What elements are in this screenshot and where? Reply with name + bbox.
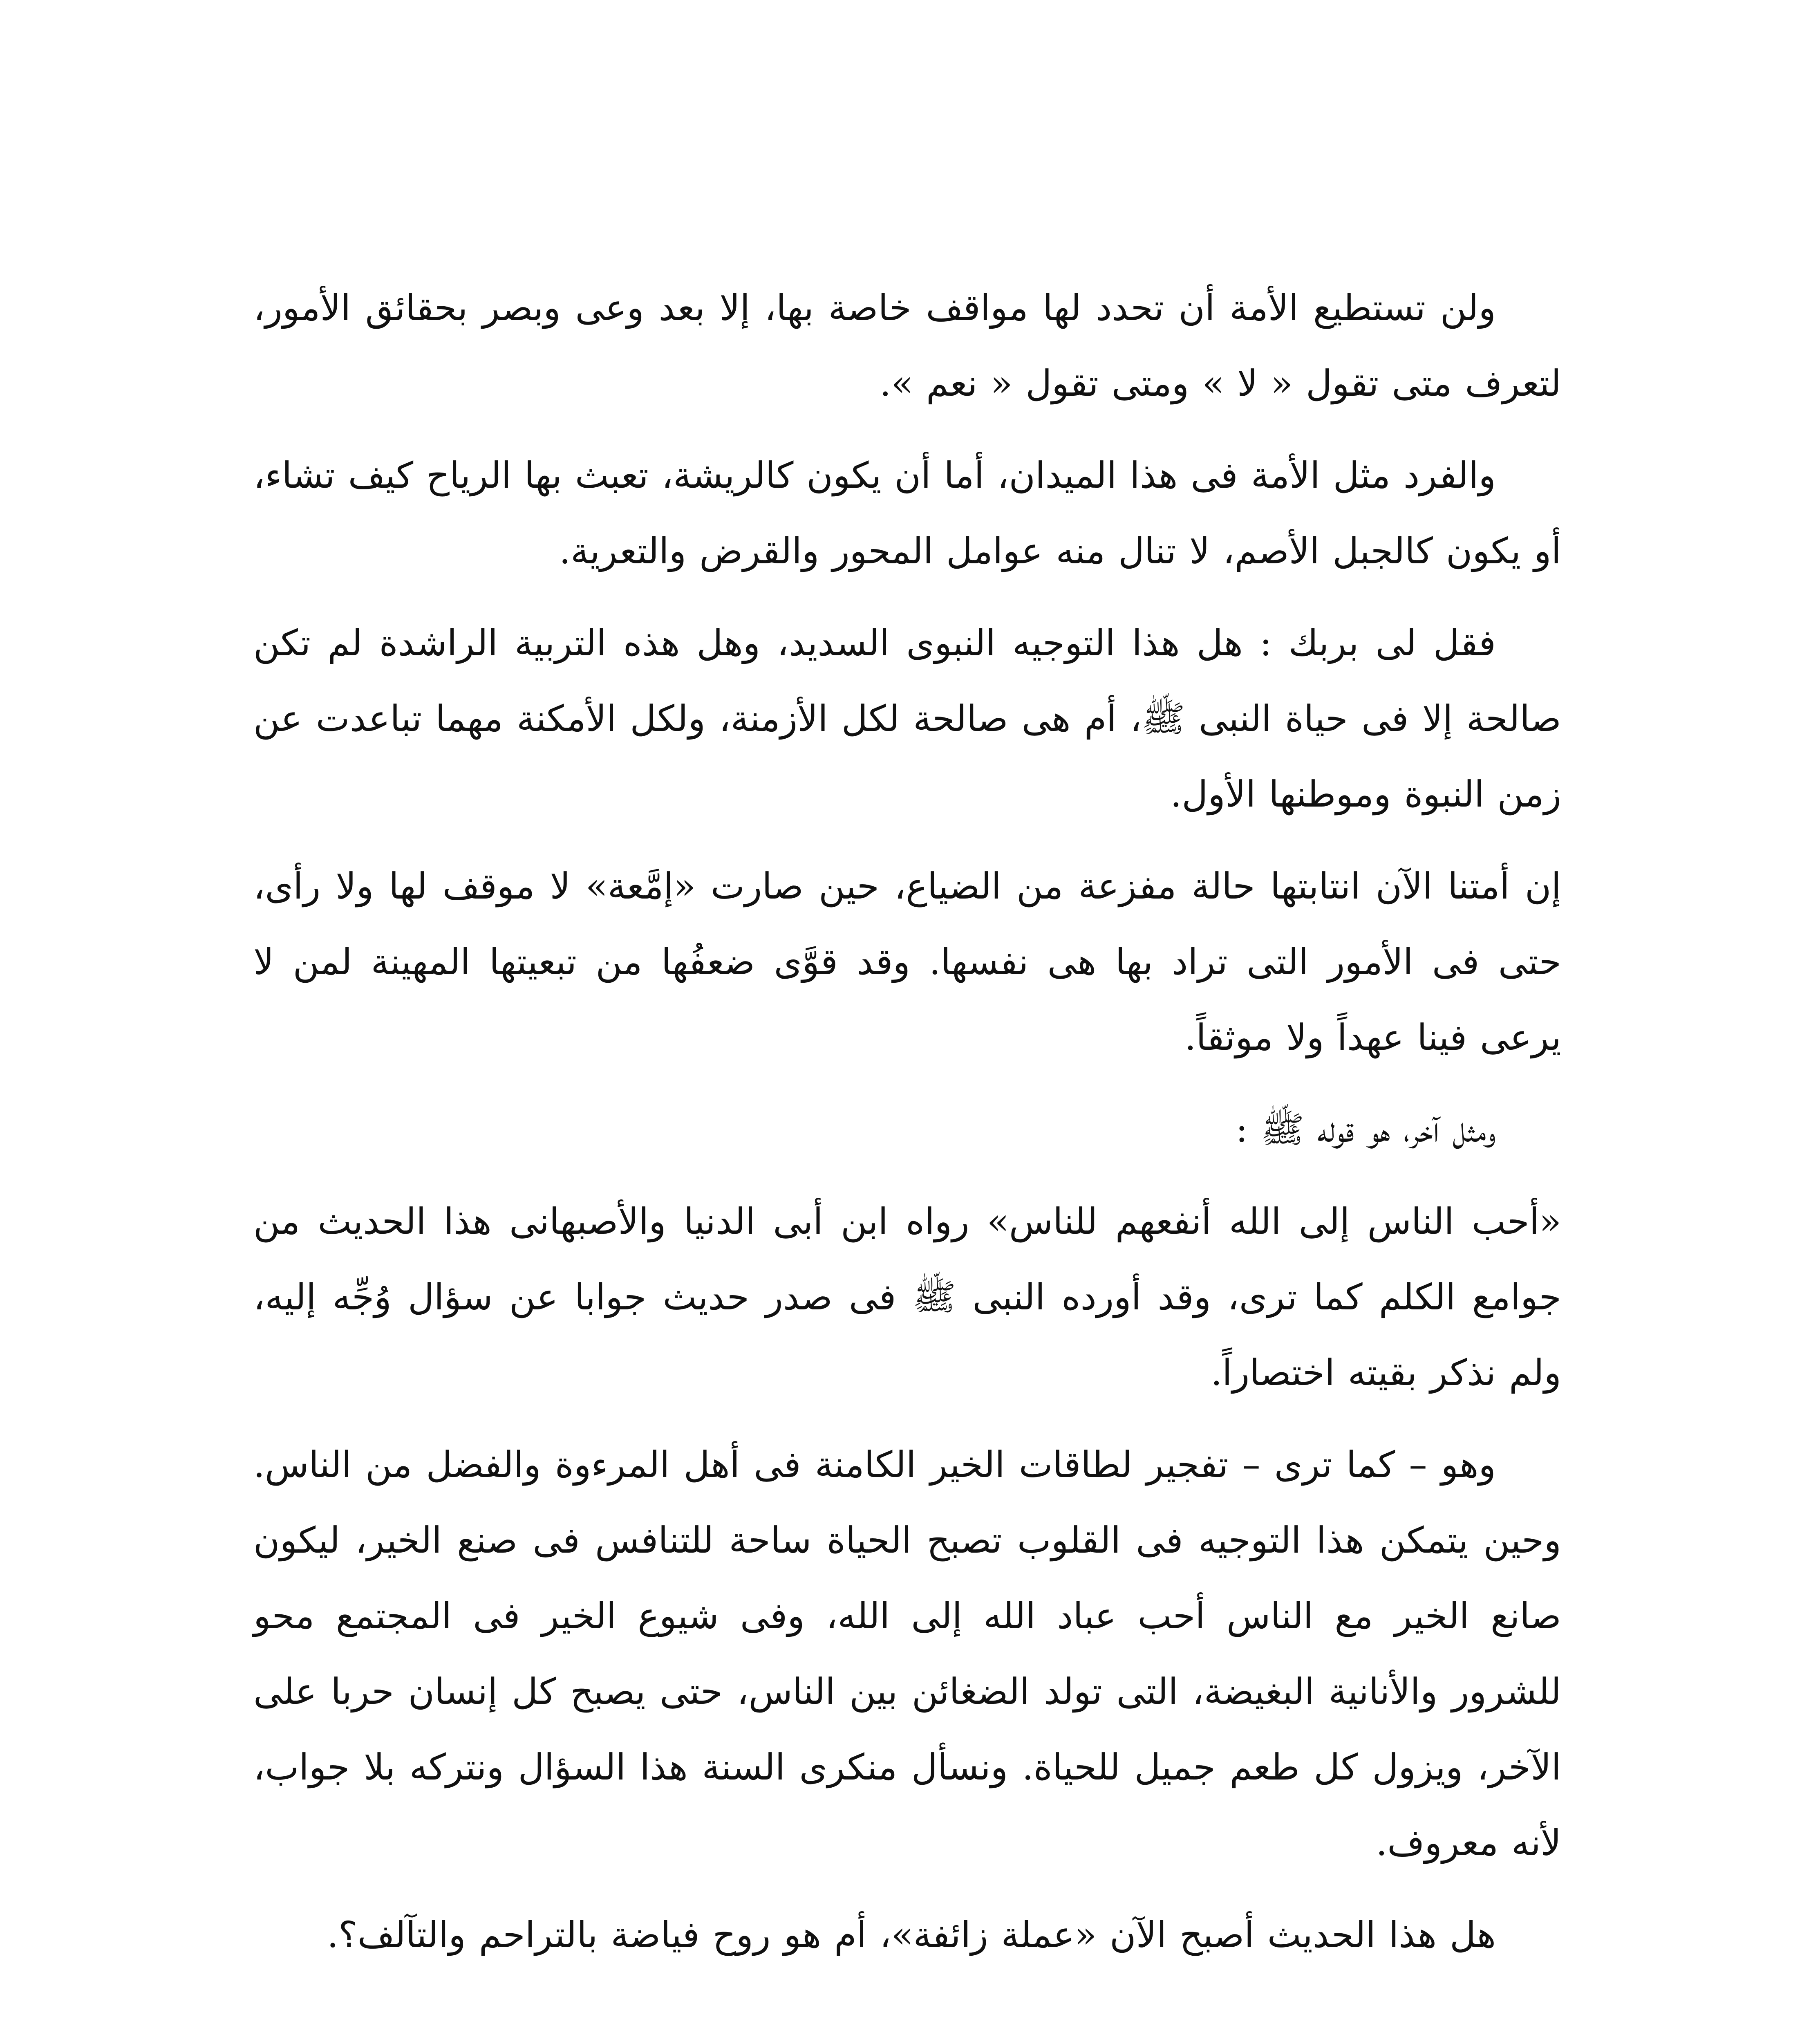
paragraph-1: ولن تستطيع الأمة أن تحدد لها مواقف خاصة بها، إلا بعد وعى وبصر بحقائق الأمور، لتعرف متى تقول « لا » ومتى تقول « نعم ». bbox=[253, 287, 1561, 404]
paragraph-8: هل هذا الحديث أصبح الآن «عملة زائفة»، أم هو روح فياضة بالتراحم والتآلف؟. bbox=[327, 1914, 1496, 1956]
paragraph-7: وهو – كما ترى – تفجير لطاقات الخير الكامنة فى أهل المرءوة والفضل من الناس. وحين يتمكن هذا التوجيه فى القلوب تصبح الحياة ساحة للتنافس فى صنع الخير، ليكون صانع الخير مع الناس أحب عباد الله إلى الله، وفى شيوع الخير فى المجتمع محو للشرور والأنانية البغيضة، التى تولد الضغائن بين الناس، حتى يصبح كل إنسان حربا على الآخر، ويزول كل طعم جميل للحياة. ونسأل منكرى السنة هذا السؤال ونتركه بلا جواب، لأنه معروف. bbox=[253, 1443, 1561, 1864]
paragraph-6: «أحب الناس إلى الله أنفعهم للناس» رواه ابن أبى الدنيا والأصبهانى هذا الحديث من جوامع الكلم كما ترى، وقد أورده النبى ﷺ فى صدر حديث جوابا عن سؤال وُجِّه إليه، ولم نذكر بقيته اختصاراً. bbox=[253, 1200, 1561, 1394]
paragraph-2: والفرد مثل الأمة فى هذا الميدان، أما أن يكون كالريشة، تعبث بها الرياح كيف تشاء، أو يكون كالجبل الأصم، لا تنال منه عوامل المحور والقرض والتعرية. bbox=[253, 454, 1561, 572]
body-text bbox=[253, 270, 1561, 1989]
paragraph-5: ومثل آخر، هو قوله ﷺ : bbox=[1236, 1108, 1496, 1150]
paragraph-4: إن أمتنا الآن انتابتها حالة مفزعة من الضياع، حين صارت «إمَّعة» لا موقف لها ولا رأى، حتى فى الأمور التى تراد بها هى نفسها. وقد قوَّى ضعفُها من تبعيتها المهينة لمن لا يرعى فينا عهداً ولا موثقاً. bbox=[253, 865, 1561, 1058]
paragraph-3: فقل لى بربك : هل هذا التوجيه النبوى السديد، وهل هذه التربية الراشدة لم تكن صالحة إلا فى حياة النبى ﷺ، أم هى صالحة لكل الأزمنة، ولكل الأمكنة مهما تباعدت عن زمن النبوة وموطنها الأول. bbox=[253, 622, 1561, 815]
